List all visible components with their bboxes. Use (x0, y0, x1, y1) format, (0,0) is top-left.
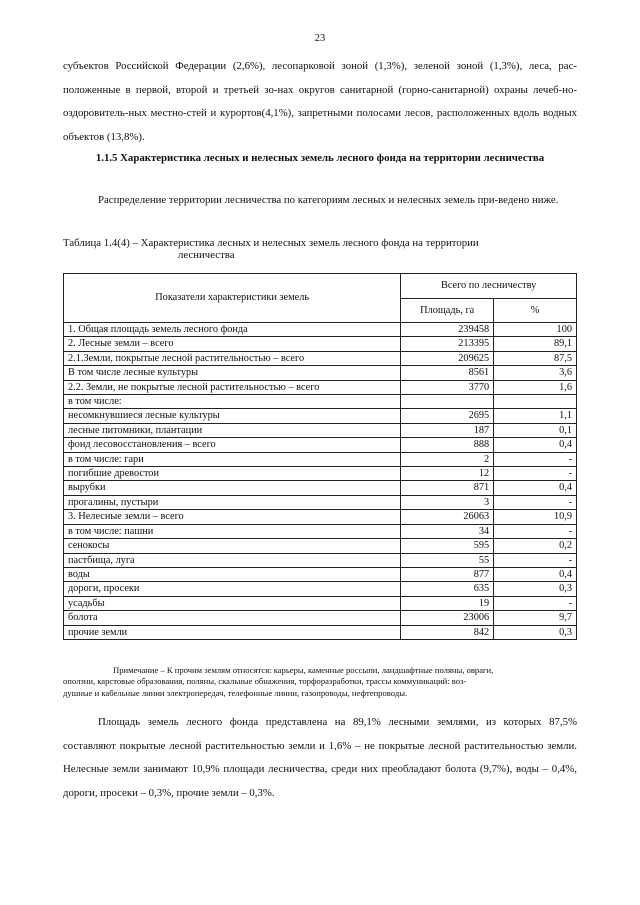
header-indicator: Показатели характеристики земель (64, 274, 401, 323)
row-area: 209625 (401, 351, 494, 365)
table-row (64, 423, 577, 437)
row-area: 8561 (401, 366, 494, 380)
row-label: 2.2. Земли, не покрытые лесной растительностью – всего (64, 380, 401, 394)
row-percent (494, 395, 577, 409)
row-percent: - (494, 524, 577, 538)
row-percent: 1,1 (494, 409, 577, 423)
row-area: 3770 (401, 380, 494, 394)
row-percent: 0,1 (494, 423, 577, 437)
row-percent: 0,4 (494, 438, 577, 452)
table-row (64, 510, 577, 524)
row-area: 2695 (401, 409, 494, 423)
row-percent: 0,2 (494, 539, 577, 553)
row-label: вырубки (64, 481, 401, 495)
distribution-paragraph-text: Распределение территории лесничества по категориям лесных и нелесных земель при-ведено ниже. (98, 194, 559, 206)
row-label: дороги, просеки (64, 582, 401, 596)
row-area: 12 (401, 467, 494, 481)
row-label: воды (64, 567, 401, 581)
table-caption-line1: Таблица 1.4(4) – Характеристика лесных и нелесных земель лесного фонда на территории (63, 237, 479, 249)
row-label: фонд лесовосстановления – всего (64, 438, 401, 452)
note-line3: душные и кабельные линии электропередач, телефонные линии, газопроводы, нефтепроводы. (63, 687, 408, 698)
row-label: пастбища, луга (64, 553, 401, 567)
row-area: 213395 (401, 337, 494, 351)
page-number: 23 (314, 33, 326, 44)
row-percent: 9,7 (494, 611, 577, 625)
row-area: 842 (401, 625, 494, 639)
table-row (64, 452, 577, 466)
row-label: 2. Лесные земли – всего (64, 337, 401, 351)
row-label: в том числе: (64, 395, 401, 409)
row-area: 595 (401, 539, 494, 553)
land-characteristics-table (63, 273, 577, 640)
table-row (64, 395, 577, 409)
header-area: Площадь, га (401, 298, 494, 323)
table-row (64, 366, 577, 380)
note-line1: Примечание – К прочим землям относятся: карьеры, каменные россыпи, ландшафтные поляны, овраги, (113, 665, 494, 675)
row-percent: - (494, 452, 577, 466)
table-body (64, 323, 577, 640)
table-row (64, 481, 577, 495)
table-row (64, 553, 577, 567)
table-row (64, 438, 577, 452)
distribution-paragraph (63, 189, 577, 212)
table-row (64, 582, 577, 596)
note-line2: оползни, карстовые образования, поляны, скальные обнажения, торфоразработки, трассы коммуникаций: воз- (63, 676, 467, 687)
row-percent: 0,4 (494, 567, 577, 581)
row-area: 871 (401, 481, 494, 495)
row-label: лесные питомники, плантации (64, 423, 401, 437)
summary-paragraph (63, 711, 577, 805)
row-area: 239458 (401, 323, 494, 337)
row-label: В том числе лесные культуры (64, 366, 401, 380)
table-row (64, 625, 577, 639)
row-area: 34 (401, 524, 494, 538)
row-area: 877 (401, 567, 494, 581)
table-row (64, 467, 577, 481)
row-percent: 89,1 (494, 337, 577, 351)
table-row (64, 409, 577, 423)
row-percent: 100 (494, 323, 577, 337)
table-row (64, 380, 577, 394)
row-area: 635 (401, 582, 494, 596)
section-heading: 1.1.5 Характеристика лесных и нелесных земель лесного фонда на территории лесничества (95, 152, 545, 164)
row-area: 888 (401, 438, 494, 452)
header-total: Всего по лесничеству (401, 274, 577, 299)
table-row (64, 337, 577, 351)
table-caption (63, 237, 577, 261)
row-area: 55 (401, 553, 494, 567)
intro-paragraph (63, 55, 577, 149)
row-label: 1. Общая площадь земель лесного фонда (64, 323, 401, 337)
row-area (401, 395, 494, 409)
row-percent: 0,3 (494, 582, 577, 596)
table-row (64, 524, 577, 538)
row-percent: - (494, 467, 577, 481)
table-row (64, 567, 577, 581)
table-row (64, 323, 577, 337)
row-label: сенокосы (64, 539, 401, 553)
summary-paragraph-text: Площадь земель лесного фонда представлена на 89,1% лесными землями, из которых 87,5% составляют покрытые лесной растительностью земли и 1,6% – не покрытые лесной растительностью земли. Нелесные земли занимают 10,9% площади лесничества, среди них преобладают болота (9,7%), воды – 0,4%, дороги, просеки – 0,3%, прочие земли – 0,3%. (63, 716, 577, 799)
intro-paragraph-text: субъектов Российской Федерации (2,6%), лесопарковой зоной (1,3%), зеленой зоной (1,3%), леса, рас-положенные в первой, второй и третьей зо-нах округов санитарной (горно-санитарной) охраны лечеб-но-оздоровитель-ных местно-стей и курортов(4,1%), запретными полосами лесов, расположенных вдоль водных объектов (13,8%). (63, 60, 577, 143)
table-note (63, 665, 577, 699)
row-label: в том числе: пашни (64, 524, 401, 538)
row-label: 3. Нелесные земли – всего (64, 510, 401, 524)
row-area: 187 (401, 423, 494, 437)
table-row (64, 495, 577, 509)
table-row (64, 351, 577, 365)
table-caption-line2: лесничества (178, 249, 235, 261)
row-label: 2.1.Земли, покрытые лесной растительностью – всего (64, 351, 401, 365)
row-label: прогалины, пустыри (64, 495, 401, 509)
row-area: 26063 (401, 510, 494, 524)
row-area: 2 (401, 452, 494, 466)
row-percent: - (494, 553, 577, 567)
table-row (64, 611, 577, 625)
row-label: в том числе: гари (64, 452, 401, 466)
row-label: болота (64, 611, 401, 625)
row-label: погибшие древостои (64, 467, 401, 481)
row-label: несомкнувшиеся лесные культуры (64, 409, 401, 423)
row-label: усадьбы (64, 596, 401, 610)
row-percent: 0,3 (494, 625, 577, 639)
row-percent: - (494, 596, 577, 610)
row-percent: - (494, 495, 577, 509)
row-percent: 0,4 (494, 481, 577, 495)
table-row (64, 596, 577, 610)
table-row (64, 539, 577, 553)
header-percent: % (494, 298, 577, 323)
row-area: 3 (401, 495, 494, 509)
row-area: 23006 (401, 611, 494, 625)
row-percent: 3,6 (494, 366, 577, 380)
row-label: прочие земли (64, 625, 401, 639)
row-percent: 10,9 (494, 510, 577, 524)
row-percent: 87,5 (494, 351, 577, 365)
row-percent: 1,6 (494, 380, 577, 394)
row-area: 19 (401, 596, 494, 610)
